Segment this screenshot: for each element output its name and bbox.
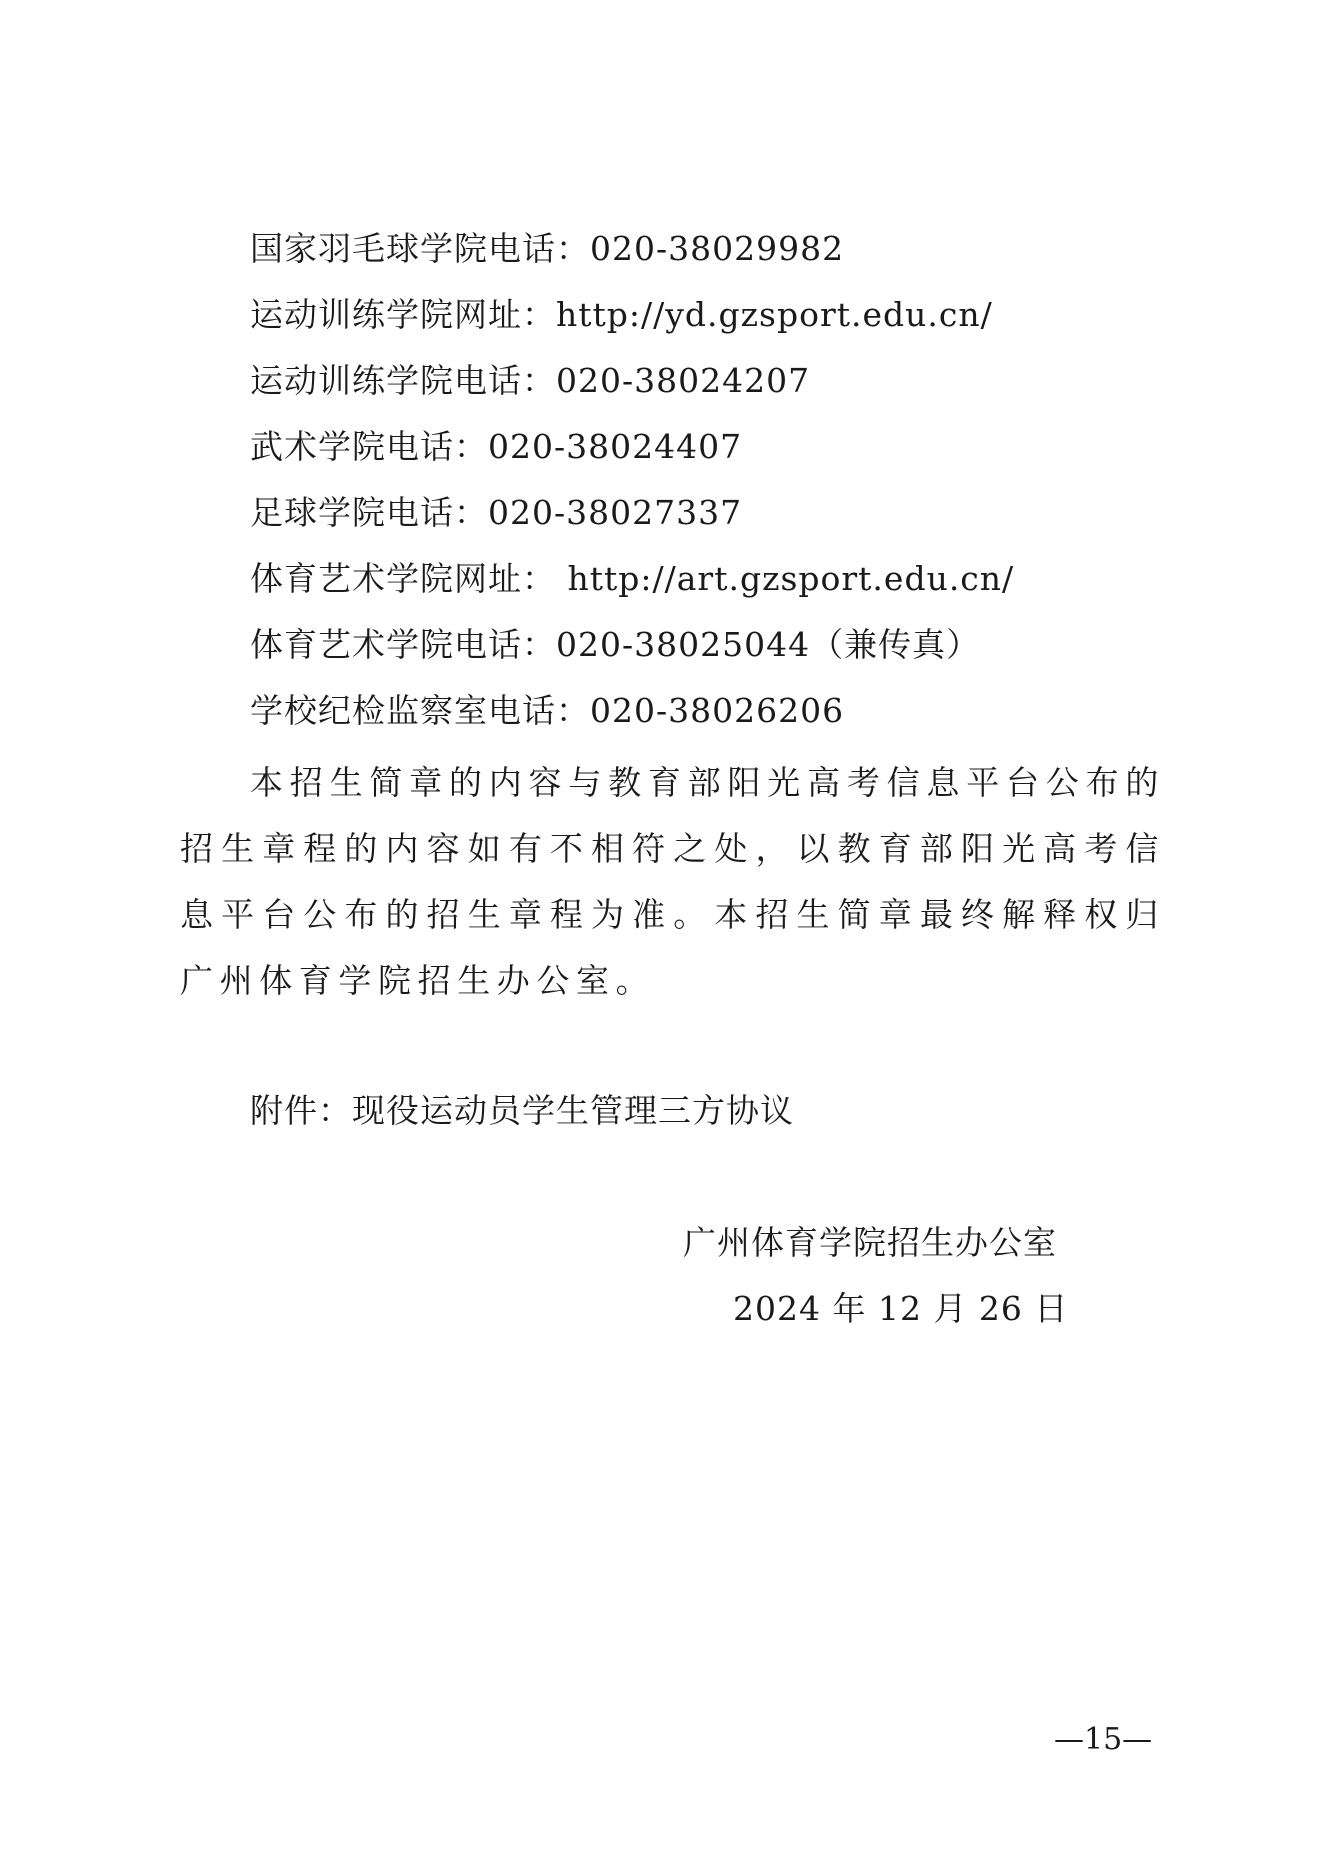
signature-date: 2024 年 12 月 26 日 bbox=[733, 1289, 1069, 1328]
signature-organization: 广州体育学院招生办公室 bbox=[683, 1223, 1057, 1262]
contact-line-training-phone: 运动训练学院电话：020-38024207 bbox=[250, 361, 811, 400]
page-number: —15— bbox=[1054, 1722, 1153, 1757]
contact-line-wushu-phone: 武术学院电话：020-38024407 bbox=[250, 427, 743, 466]
contact-line-football-phone: 足球学院电话：020-38027337 bbox=[250, 493, 743, 532]
contact-line-arts-website: 体育艺术学院网址： http://art.gzsport.edu.cn/ bbox=[250, 559, 1015, 598]
attachment-line: 附件：现役运动员学生管理三方协议 bbox=[250, 1091, 794, 1130]
contact-line-arts-phone: 体育艺术学院电话：020-38025044（兼传真） bbox=[250, 625, 981, 664]
contact-line-badminton-phone: 国家羽毛球学院电话：020-38029982 bbox=[250, 229, 845, 268]
statement-paragraph: 本招生简章的内容与教育部阳光高考信息平台公布的招生章程的内容如有不相符之处，以教育部阳光高考信息平台公布的招生章程为准。本招生简章最终解释权归广州体育学院招生办公室。 bbox=[180, 763, 1165, 1000]
contact-line-training-website: 运动训练学院网址：http://yd.gzsport.edu.cn/ bbox=[250, 295, 993, 334]
contact-line-discipline-phone: 学校纪检监察室电话：020-38026206 bbox=[250, 691, 845, 730]
